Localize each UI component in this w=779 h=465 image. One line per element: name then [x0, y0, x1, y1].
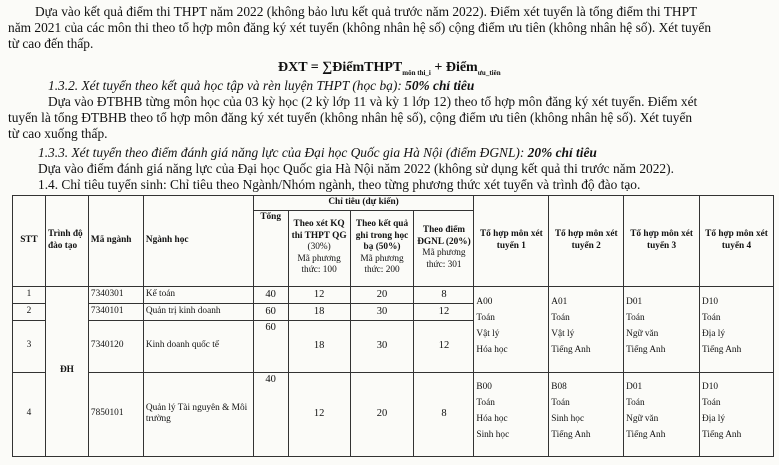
dgnl-cell: 8 — [414, 372, 474, 456]
to-hop-3-cell: D01 Toán Ngữ văn Tiếng Anh — [624, 286, 700, 372]
formula: ĐXT = ∑ĐiểmTHPT$_{môn thi\_i}$ + Điểm$_{ưu\_tiên}$ — [278, 60, 501, 77]
hoc-ba-cell: 30 — [350, 303, 414, 320]
trinh-do-cell: ĐH — [45, 286, 88, 456]
to-hop-1-cell: B00 Toán Hóa học Sinh học — [474, 372, 549, 456]
header-to-hop-1: Tổ hợp môn xét tuyển 1 — [474, 196, 549, 287]
section-1-3-3-line-1: Dựa vào điểm đánh giá năng lực của Đại học Quốc gia Hà Nội năm 2022 (không sử dụng kết quả thi trước năm 2022). — [38, 161, 674, 176]
tong-cell: 60 — [253, 303, 288, 320]
section-1-3-2-line-1: Dựa vào ĐTBHB từng môn học của 03 kỳ học (2 kỳ lớp 11 và kỳ 1 lớp 12) theo tổ hợp môn đăng ký xét tuyển. Điểm xét — [48, 94, 698, 109]
header-hoc-ba: Theo kết quả ghi trong học bạ (50%) Mã phương thức: 200 — [350, 210, 414, 286]
stt-cell: 1 — [13, 286, 46, 303]
header-trinh-do: Trình độ đào tạo — [45, 196, 88, 287]
nganh-hoc-cell: Kinh doanh quốc tế — [143, 320, 253, 372]
header-to-hop-3: Tổ hợp môn xét tuyển 3 — [624, 196, 700, 287]
nganh-hoc-cell: Kế toán — [143, 286, 253, 303]
ma-nganh-cell: 7340301 — [88, 286, 143, 303]
thpt-cell: 12 — [288, 286, 350, 303]
thpt-cell: 12 — [288, 372, 350, 456]
hoc-ba-cell: 20 — [350, 286, 414, 303]
ma-nganh-cell: 7340101 — [88, 303, 143, 320]
ma-nganh-cell: 7340120 — [88, 320, 143, 372]
hoc-ba-cell: 20 — [350, 372, 414, 456]
section-1-3-2-line-2: tuyển là tổng ĐTBHB theo tổ hợp môn đăng ký xét tuyển (không nhân hệ số), cộng điểm ưu tiên (không nhân hệ số). Xét tuyển — [8, 110, 693, 125]
stt-cell: 4 — [13, 372, 46, 456]
hoc-ba-cell: 30 — [350, 320, 414, 372]
header-to-hop-4: Tổ hợp môn xét tuyển 4 — [700, 196, 774, 287]
quota-table — [12, 195, 774, 457]
section-1-3-2-line-3: từ cao xuống thấp. — [8, 126, 108, 141]
to-hop-2-cell: B08 Toán Sinh học Tiếng Anh — [549, 372, 624, 456]
section-1-4-line: 1.4. Chỉ tiêu tuyển sinh: Chỉ tiêu theo Ngành/Nhóm ngành, theo từng phương thức xét tuyển và trình độ đào tạo. — [38, 177, 641, 192]
header-nganh-hoc: Ngành học — [143, 196, 253, 287]
dgnl-cell: 12 — [414, 303, 474, 320]
to-hop-2-cell: A01 Toán Vật lý Tiếng Anh — [549, 286, 624, 372]
stt-cell: 3 — [13, 320, 46, 372]
header-ma-nganh: Mã ngành — [88, 196, 143, 287]
to-hop-4-cell: D10 Toán Địa lý Tiếng Anh — [700, 286, 774, 372]
section-1-3-3-heading: 1.3.3. Xét tuyển theo điểm đánh giá năng lực của Đại học Quốc gia Hà Nội (điểm ĐGNL): 20% chỉ tiêu — [38, 145, 597, 160]
thpt-cell: 18 — [288, 320, 350, 372]
header-tong: Tổng — [253, 210, 288, 286]
section-1-3-2-heading: 1.3.2. Xét tuyển theo kết quả học tập và rèn luyện THPT (học bạ): 50% chỉ tiêu — [48, 78, 475, 93]
to-hop-3-cell: D01 Toán Ngữ văn Tiếng Anh — [624, 372, 700, 456]
header-chi-tieu: Chỉ tiêu (dự kiến) — [253, 196, 474, 211]
intro-line-2: năm 2021 của các môn thi theo tổ hợp môn đăng ký xét tuyển (không nhân hệ số) cộng điểm ưu tiên (không nhân hệ số). Xét tuyển — [8, 20, 712, 35]
tong-cell: 40 — [253, 286, 288, 303]
thpt-cell: 18 — [288, 303, 350, 320]
header-stt: STT — [13, 196, 46, 287]
nganh-hoc-cell: Quản lý Tài nguyên & Môi trường — [143, 372, 253, 456]
dgnl-cell: 12 — [414, 320, 474, 372]
header-thpt: Theo xét KQ thi THPT QG (30%) Mã phương thức: 100 — [288, 210, 350, 286]
to-hop-1-cell: A00 Toán Vật lý Hóa học — [474, 286, 549, 372]
dgnl-cell: 8 — [414, 286, 474, 303]
ma-nganh-cell: 7850101 — [88, 372, 143, 456]
tong-cell: 60 — [253, 320, 288, 372]
header-dgnl: Theo điểm ĐGNL (20%) Mã phương thức: 301 — [414, 210, 474, 286]
intro-line-1: Dựa vào kết quả điểm thi THPT năm 2022 (không bảo lưu kết quả trước năm 2022). Điểm xét tuyển là tổng điểm thi THPT — [35, 4, 698, 19]
tong-cell: 40 — [253, 372, 288, 456]
to-hop-4-cell: D10 Toán Địa lý Tiếng Anh — [700, 372, 774, 456]
intro-line-3: từ cao đến thấp. — [8, 36, 94, 51]
table-row — [13, 286, 774, 303]
nganh-hoc-cell: Quản trị kinh doanh — [143, 303, 253, 320]
header-to-hop-2: Tổ hợp môn xét tuyển 2 — [549, 196, 624, 287]
table-row — [13, 372, 774, 456]
stt-cell: 2 — [13, 303, 46, 320]
